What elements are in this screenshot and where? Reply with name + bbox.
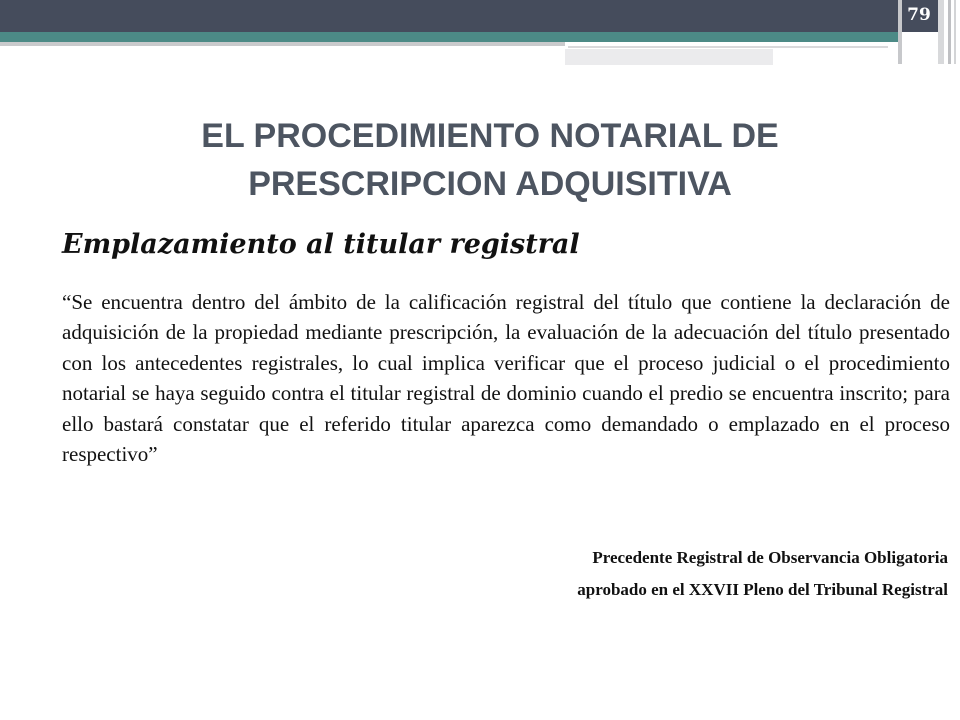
gray-accent-block xyxy=(565,49,773,65)
gray-accent-strip xyxy=(0,42,565,46)
slide-number: 79 xyxy=(907,5,931,25)
vertical-accent-bar xyxy=(898,0,902,64)
gray-accent-line xyxy=(568,46,888,48)
vertical-accent-bar xyxy=(948,0,951,64)
top-dark-band xyxy=(0,0,938,32)
slide-subtitle: Emplazamiento al titular registral xyxy=(62,229,580,260)
citation-line-2: aprobado en el XXVII Pleno del Tribunal Registral xyxy=(577,580,948,599)
citation-line-1: Precedente Registral de Observancia Obligatoria xyxy=(592,548,948,567)
vertical-accent-bar xyxy=(954,0,956,64)
teal-accent-line xyxy=(0,32,900,42)
slide-title: EL PROCEDIMIENTO NOTARIAL DE PRESCRIPCION ADQUISITIVA xyxy=(201,117,779,203)
top-decorative-bar xyxy=(0,0,960,64)
vertical-accent-bar xyxy=(938,0,944,64)
quote-paragraph: “Se encuentra dentro del ámbito de la calificación registral del título que contiene la declaración de adquisición de la propiedad mediante prescripción, la evaluación de la adecuación del título presentado con los antecedentes registrales, lo cual implica verificar que el proceso judicial o el procedimiento notarial se haya seguido contra el titular registral de dominio cuando el predio se encuentra inscrito; para ello bastará constatar que el referido titular aparezca como demandado o emplazado en el proceso respectivo” xyxy=(62,290,950,467)
